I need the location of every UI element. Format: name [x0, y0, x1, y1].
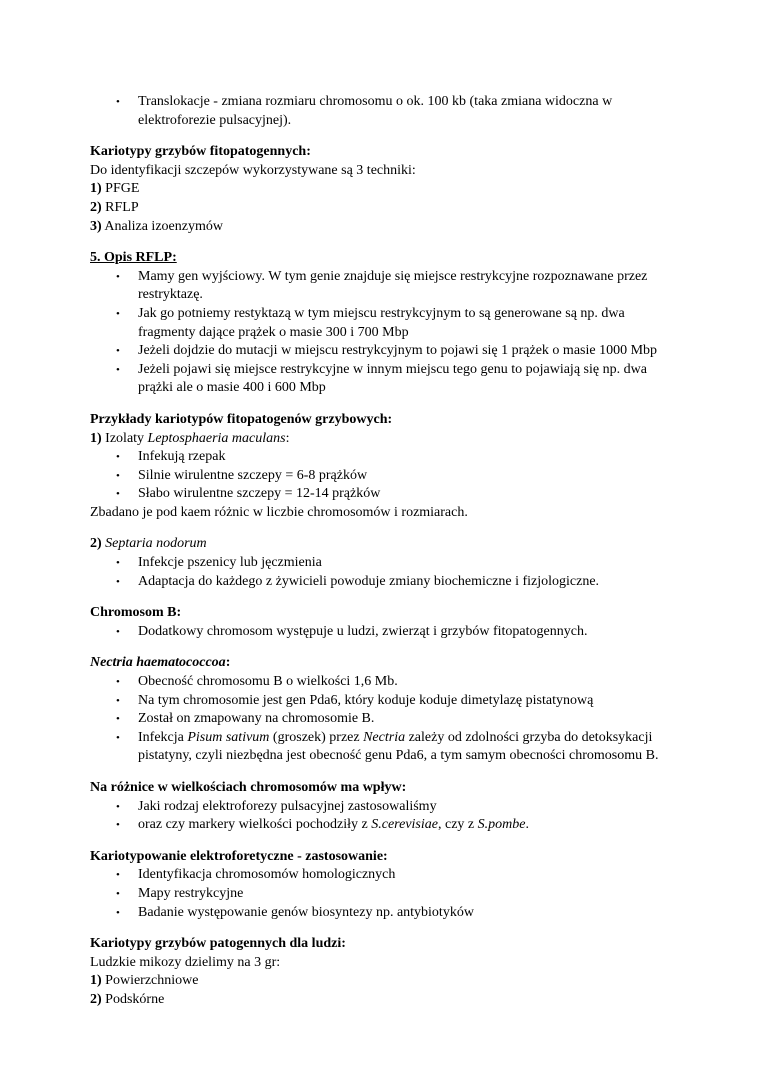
list-item — [90, 467, 678, 486]
item-number: 1) — [90, 181, 102, 197]
section-heading: Kariotypy grzybów patogennych dla ludzi: — [90, 936, 346, 952]
list-item — [90, 485, 678, 504]
list-item — [90, 93, 678, 130]
list-item — [90, 866, 678, 885]
list-item — [90, 692, 678, 711]
item-text: Analiza izoenzymów — [101, 218, 223, 234]
section-heading — [90, 654, 678, 673]
section-heading: Chromosom B: — [90, 605, 182, 621]
item-number: 1) — [90, 973, 102, 989]
list-item — [90, 361, 678, 398]
species-name: S.cerevisiae — [371, 817, 438, 833]
bullet-icon — [116, 798, 138, 817]
section-opis-rflp — [90, 249, 678, 398]
list-item-text: Jeżeli dojdzie do mutacji w miejscu restrykcyjnym to pojawi się 1 prążek o masie 1000 Mbp — [138, 343, 658, 359]
bullet-icon — [116, 885, 138, 904]
bullet-icon — [116, 554, 138, 573]
list-item-text: Jeżeli pojawi się miejsce restrykcyjne w innym miejscu tego genu to pojawiają się np. dwa prążki ale o masie 400 i 600 Mbp — [138, 361, 647, 396]
item-number: 3) — [90, 218, 102, 234]
bullet-icon — [116, 573, 138, 592]
species-name: Pisum sativum — [187, 729, 270, 745]
list-item — [90, 342, 678, 361]
list-item-text: Obecność chromosomu B o wielkości 1,6 Mb. — [138, 674, 398, 690]
list-item-text: Jak go potniemy restyktazą w tym miejscu restrykcyjnym to są generowane są np. dwa fragmenty dające prążek o masie 300 i 700 Mbp — [138, 305, 625, 340]
list-item — [90, 885, 678, 904]
text-run: Infekcja — [138, 729, 188, 745]
list-item-text — [138, 729, 678, 766]
numbered-item — [90, 180, 678, 199]
bullet-icon — [116, 816, 138, 835]
item-text: Podskórne — [101, 991, 165, 1007]
list-item-text: Słabo wirulentne szczepy = 12-14 prążków — [138, 486, 381, 502]
list-item — [90, 816, 678, 835]
item-text: PFGE — [101, 181, 140, 197]
section-heading: Przykłady kariotypów fitopatogenów grzybowych: — [90, 411, 393, 427]
list-item-text: Został on zmapowany na chromosomie B. — [138, 711, 375, 727]
bullet-icon — [116, 467, 138, 486]
bullet-icon — [116, 904, 138, 923]
numbered-item — [90, 991, 678, 1010]
list-item-text: Dodatkowy chromosom występuje u ludzi, zwierząt i grzybów fitopatogennych. — [138, 623, 588, 639]
paragraph: Ludzkie mikozy dzielimy na 3 gr: — [90, 954, 281, 970]
bullet-icon — [116, 673, 138, 692]
list-item-text: Na tym chromosomie jest gen Pda6, który koduje koduje dimetylazę pistatynową — [138, 692, 594, 708]
list-item-text: Infekcje pszenicy lub jęczmienia — [138, 555, 322, 571]
species-name: Nectria — [363, 729, 406, 745]
section-heading: Na różnice w wielkościach chromosomów ma wpływ: — [90, 780, 407, 795]
section-heading: 5. Opis RFLP: — [90, 250, 177, 266]
list-item-text: Mamy gen wyjściowy. W tym genie znajduje się miejsce restrykcyjne rozpoznawane przez restryktazę. — [138, 268, 648, 303]
list-item-text: Infekują rzepak — [138, 449, 226, 465]
list-item — [90, 729, 678, 766]
list-item-text: Adaptacja do każdego z żywicieli powoduje zmiany biochemiczne i fizjologiczne. — [138, 573, 600, 589]
numbered-item — [90, 430, 678, 449]
list-item-text: Identyfikacja chromosomów homologicznych — [138, 867, 396, 883]
item-number: 2) — [90, 991, 102, 1007]
paragraph: Do identyfikacji szczepów wykorzystywane są 3 techniki: — [90, 162, 416, 178]
list-item — [90, 798, 678, 817]
species-name: Leptosphaeria maculans — [147, 430, 286, 446]
item-number: 1) — [90, 430, 102, 446]
paragraph: Zbadano je pod kaem różnic w liczbie chromosomów i rozmiarach. — [90, 504, 468, 520]
bullet-icon — [116, 93, 138, 130]
item-text: Izolaty — [101, 430, 148, 446]
list-item — [90, 904, 678, 923]
item-text: Powierzchniowe — [101, 973, 199, 989]
species-name: Septaria nodorum — [101, 536, 207, 552]
species-name: S.pombe — [477, 817, 526, 833]
bullet-icon — [116, 623, 138, 642]
numbered-item — [90, 535, 678, 554]
item-number: 2) — [90, 199, 102, 215]
text-run: (groszek) przez — [269, 729, 364, 745]
bullet-icon — [116, 305, 138, 342]
list-item — [90, 673, 678, 692]
text-run: zależy od zdolności grzyba do detoksykacji pistatyny, czyli niezbędna jest obecność genu Pda6, a tym samym obecności chromosomu B. — [138, 729, 659, 764]
item-text: RFLP — [101, 199, 139, 215]
list-item — [90, 710, 678, 729]
numbered-item — [90, 972, 678, 991]
numbered-item — [90, 218, 678, 237]
bullet-icon — [116, 361, 138, 398]
bullet-icon — [116, 448, 138, 467]
list-item — [90, 268, 678, 305]
list-item — [90, 448, 678, 467]
numbered-item — [90, 199, 678, 218]
list-item — [90, 554, 678, 573]
text-run: oraz czy markery wielkości pochodziły z — [138, 817, 372, 833]
list-item — [90, 623, 678, 642]
bullet-icon — [116, 485, 138, 504]
bullet-icon — [116, 342, 138, 361]
section-chromosom-b — [90, 604, 678, 641]
section-ludzie — [90, 935, 678, 1009]
list-item-text: Silnie wirulentne szczepy = 6-8 prążków — [138, 467, 368, 483]
species-name: Nectria haematococcoa — [90, 655, 226, 671]
bullet-icon — [116, 866, 138, 885]
list-item-text: Badanie występowanie genów biosyntezy np. antybiotyków — [138, 904, 474, 920]
list-item — [90, 573, 678, 592]
bullet-icon — [116, 268, 138, 305]
section-zastosowanie — [90, 848, 678, 922]
section-septaria — [90, 535, 678, 591]
text-run: , czy z — [437, 817, 478, 833]
section-heading: Kariotypowanie elektroforetyczne - zastosowanie: — [90, 848, 388, 864]
list-item — [90, 305, 678, 342]
bullet-icon — [116, 692, 138, 711]
bullet-icon — [116, 710, 138, 729]
section-heading: Kariotypy grzybów fitopatogennych: — [90, 144, 311, 160]
item-text: : — [285, 430, 290, 446]
bullet-icon — [116, 729, 138, 766]
list-item-text: Translokacje - zmiana rozmiaru chromosomu o ok. 100 kb (taka zmiana widoczna w elektroforezie pulsacyjnej). — [138, 94, 613, 128]
section-przyklady — [90, 411, 678, 523]
heading-colon: : — [225, 655, 231, 671]
list-item-text: Jaki rodzaj elektroforezy pulsacyjnej zastosowaliśmy — [138, 798, 437, 814]
item-number: 2) — [90, 536, 102, 552]
section-nectria — [90, 654, 678, 766]
section-roznice — [90, 779, 678, 835]
text-run: . — [525, 817, 529, 833]
section-kariotypy-fitopatogennych — [90, 143, 678, 236]
list-item-text — [138, 816, 678, 835]
list-item-text: Mapy restrykcyjne — [138, 885, 244, 901]
